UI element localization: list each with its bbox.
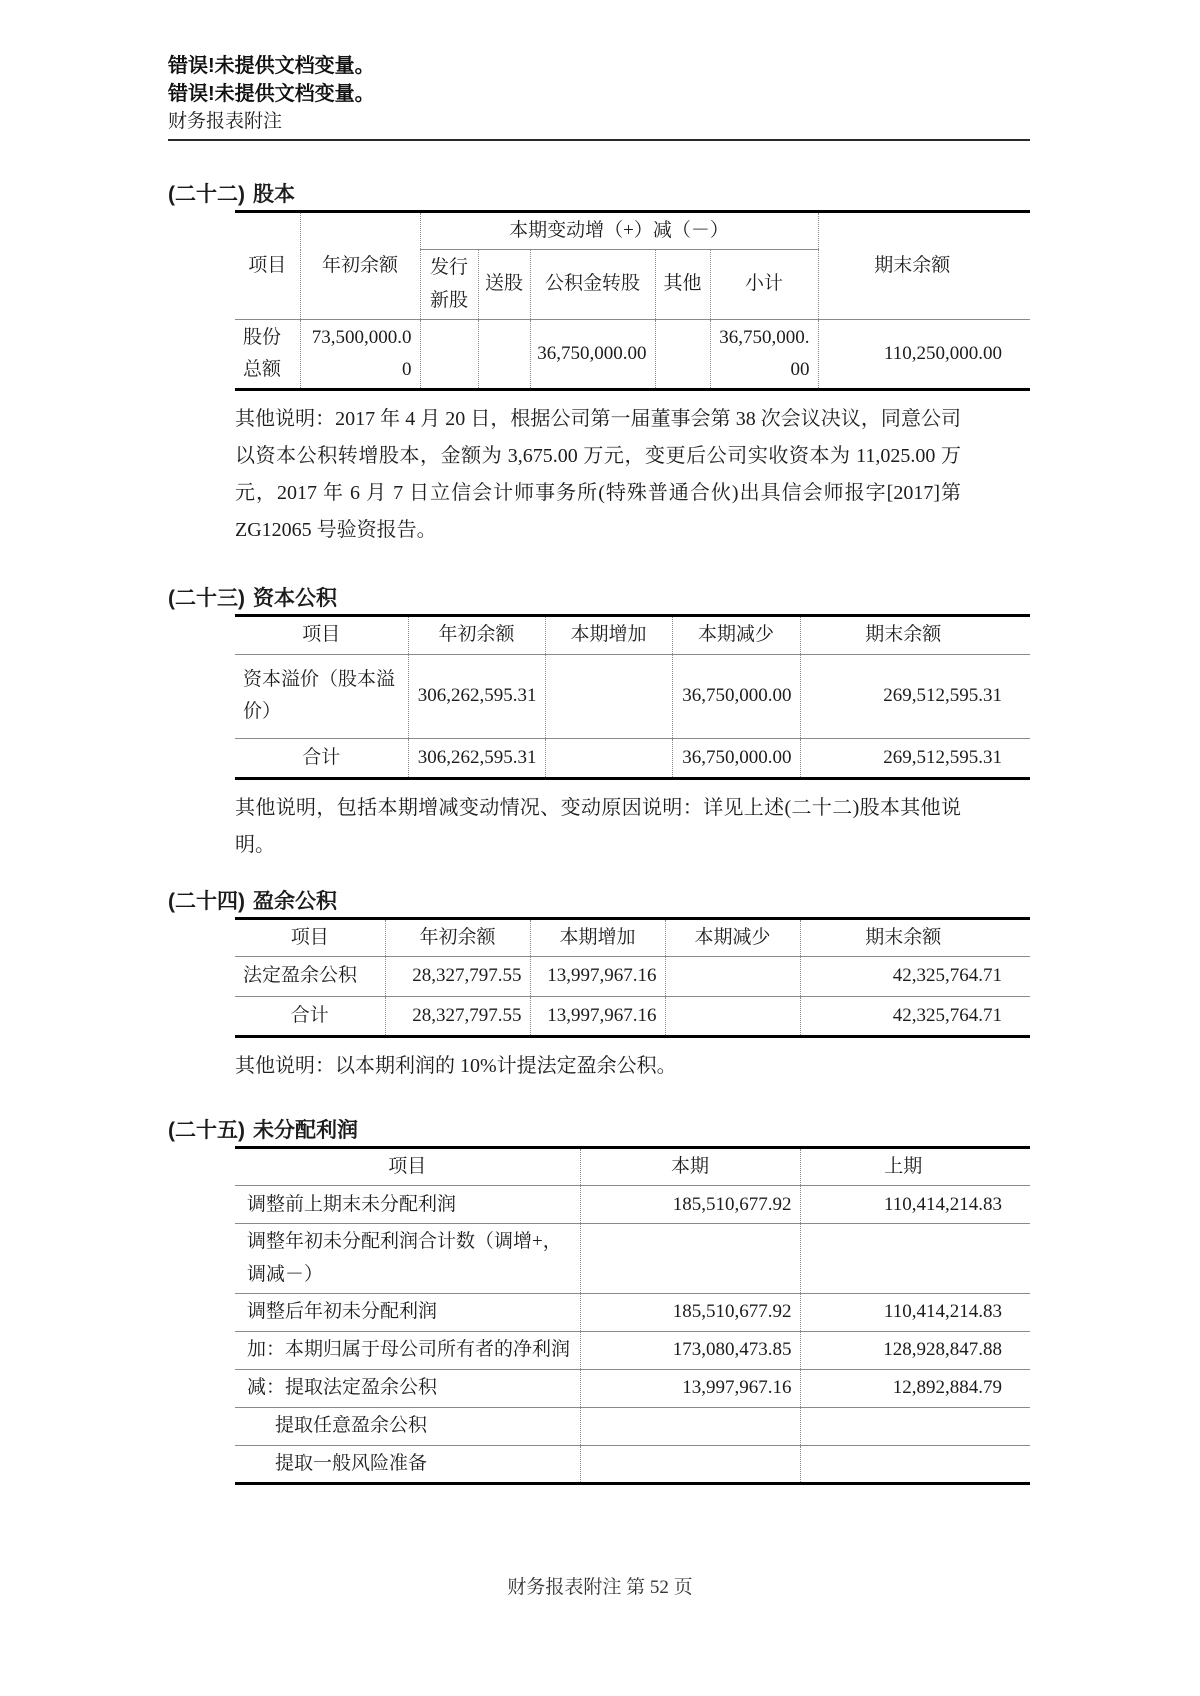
table-row [235, 1369, 1030, 1407]
section-surplus-reserve [168, 888, 1030, 1085]
section-number: (二十四) [168, 889, 245, 913]
doc-variable-error-line-1: 错误!未提供文档变量。 [168, 55, 375, 77]
section-title: 未分配利润 [253, 1119, 358, 1143]
cell-bonus-shares [478, 319, 530, 390]
cell-total-label: 合计 [235, 997, 385, 1037]
section-title: 资本公积 [253, 587, 337, 611]
cell-prior-period: 128,928,847.88 [800, 1331, 1030, 1369]
cell-begin-balance: 306,262,595.31 [408, 738, 545, 778]
cell-current-period: 13,997,967.16 [580, 1369, 800, 1407]
cell-total-label: 合计 [235, 738, 408, 778]
cell-prior-period [800, 1407, 1030, 1445]
doc-header-title: 财务报表附注 [168, 111, 283, 132]
column-header-change-group: 本期变动增（+）减（－） [420, 212, 818, 250]
column-header-begin-balance: 年初余额 [385, 918, 530, 956]
column-header-bonus-shares: 送股 [478, 250, 530, 320]
section-undistributed-profit [168, 1117, 1030, 1485]
cell-item-label: 股份总额 [235, 319, 300, 390]
column-header-increase: 本期增加 [530, 918, 665, 956]
cell-increase: 13,997,967.16 [530, 957, 665, 997]
column-header-end-balance: 期末余额 [800, 918, 1030, 956]
table-header-row [235, 918, 1030, 956]
cell-reserve-to-shares: 36,750,000.00 [530, 319, 655, 390]
column-header-end-balance: 期末余额 [800, 616, 1030, 654]
capital-reserve-note: 其他说明，包括本期增减变动情况、变动原因说明：详见上述(二十二)股本其他说明。 [235, 796, 961, 856]
cell-item-label: 法定盈余公积 [235, 957, 385, 997]
cell-item-label: 减：提取法定盈余公积 [235, 1369, 580, 1407]
column-header-end-balance: 期末余额 [818, 212, 1030, 320]
cell-subtotal: 36,750,000.00 [710, 319, 818, 390]
surplus-reserve-note: 其他说明：以本期利润的 10%计提法定盈余公积。 [235, 1055, 677, 1078]
cell-current-period [580, 1407, 800, 1445]
table-row [235, 1331, 1030, 1369]
table-header-row [235, 212, 1030, 250]
cell-decrease: 36,750,000.00 [672, 738, 800, 778]
cell-current-period: 185,510,677.92 [580, 1186, 800, 1224]
section-title: 股本 [253, 183, 295, 206]
cell-decrease [665, 957, 800, 997]
cell-begin-balance: 28,327,797.55 [385, 997, 530, 1037]
header-rule [168, 139, 1030, 141]
cell-increase [545, 738, 672, 778]
cell-item-label: 调整前上期末未分配利润 [235, 1186, 580, 1224]
cell-item-label: 资本溢价（股本溢价） [235, 654, 408, 738]
table-total-row [235, 738, 1030, 778]
cell-current-period: 185,510,677.92 [580, 1293, 800, 1331]
column-header-reserve-to-shares: 公积金转股 [530, 250, 655, 320]
cell-begin-balance: 306,262,595.31 [408, 654, 545, 738]
cell-begin-balance: 73,500,000.00 [300, 319, 420, 390]
table-row [235, 1445, 1030, 1483]
doc-variable-error-line-2: 错误!未提供文档变量。 [168, 83, 375, 105]
cell-decrease [665, 997, 800, 1037]
cell-new-issue [420, 319, 478, 390]
section-heading [168, 181, 1030, 208]
column-header-other: 其他 [655, 250, 710, 320]
column-header-item: 项目 [388, 1156, 427, 1178]
table-header-row [235, 1148, 1030, 1186]
table-header-row [235, 616, 1030, 654]
section-title: 盈余公积 [253, 889, 337, 913]
cell-end-balance: 269,512,595.31 [800, 654, 1030, 738]
cell-item-label: 提取任意盈余公积 [235, 1407, 580, 1445]
cell-current-period [580, 1445, 800, 1483]
cell-end-balance: 269,512,595.31 [800, 738, 1030, 778]
cell-item-label: 提取一般风险准备 [235, 1445, 580, 1483]
column-header-new-issue: 发行新股 [420, 250, 478, 320]
cell-end-balance: 110,250,000.00 [818, 319, 1030, 390]
column-header-begin-balance: 年初余额 [300, 212, 420, 320]
cell-prior-period [800, 1445, 1030, 1483]
capital-reserve-table [235, 614, 1030, 779]
column-header-decrease: 本期减少 [672, 616, 800, 654]
table-total-row [235, 997, 1030, 1037]
section-number: (二十二) [168, 183, 245, 206]
cell-prior-period: 12,892,884.79 [800, 1369, 1030, 1407]
column-header-increase: 本期增加 [545, 616, 672, 654]
cell-decrease: 36,750,000.00 [672, 654, 800, 738]
cell-begin-balance: 28,327,797.55 [385, 957, 530, 997]
table-row [235, 1293, 1030, 1331]
cell-end-balance: 42,325,764.71 [800, 997, 1030, 1037]
section-capital-reserve [168, 585, 1030, 863]
cell-prior-period [800, 1224, 1030, 1294]
cell-increase [545, 654, 672, 738]
section-number: (二十五) [168, 1119, 245, 1143]
column-header-prior-period: 上期 [800, 1148, 1030, 1186]
table-row [235, 1407, 1030, 1445]
cell-current-period: 173,080,473.85 [580, 1331, 800, 1369]
section-heading [168, 888, 1030, 915]
column-header-begin-balance: 年初余额 [408, 616, 545, 654]
section-number: (二十三) [168, 587, 245, 611]
column-header-decrease: 本期减少 [665, 918, 800, 956]
undistributed-profit-table [235, 1146, 1030, 1485]
column-header-item: 项目 [290, 926, 329, 948]
section-share-capital [168, 181, 1030, 549]
share-capital-note: 其他说明：2017 年 4 月 20 日，根据公司第一届董事会第 38 次会议决议，同意公司以资本公积转增股本，金额为 3,675.00 万元，变更后公司实收资本为 11,025.00 万元，2017 年 6 月 7 日立信会计师事务所(特殊普通合伙)出具信会师报字[2017]第 ZG12065 号验资报告。 [235, 408, 961, 542]
cell-item-label: 调整后年初未分配利润 [235, 1293, 580, 1331]
page-header [168, 52, 1030, 141]
cell-prior-period: 110,414,214.83 [800, 1186, 1030, 1224]
share-capital-table [235, 210, 1030, 391]
cell-item-label: 加：本期归属于母公司所有者的净利润 [235, 1331, 580, 1369]
cell-end-balance: 42,325,764.71 [800, 957, 1030, 997]
section-heading [168, 1117, 1030, 1144]
section-heading [168, 585, 1030, 612]
column-header-subtotal: 小计 [710, 250, 818, 320]
page-footer: 财务报表附注 第 52 页 [507, 1577, 693, 1598]
cell-other [655, 319, 710, 390]
cell-current-period [580, 1224, 800, 1294]
column-header-current-period: 本期 [580, 1148, 800, 1186]
table-row [235, 1186, 1030, 1224]
table-row [235, 654, 1030, 738]
cell-item-label: 调整年初未分配利润合计数（调增+，调减－） [235, 1224, 580, 1294]
column-header-item: 项目 [248, 254, 287, 276]
cell-increase: 13,997,967.16 [530, 997, 665, 1037]
surplus-reserve-table [235, 917, 1030, 1038]
table-row [235, 957, 1030, 997]
cell-prior-period: 110,414,214.83 [800, 1293, 1030, 1331]
table-row [235, 319, 1030, 390]
column-header-item: 项目 [302, 624, 341, 646]
table-row [235, 1224, 1030, 1294]
